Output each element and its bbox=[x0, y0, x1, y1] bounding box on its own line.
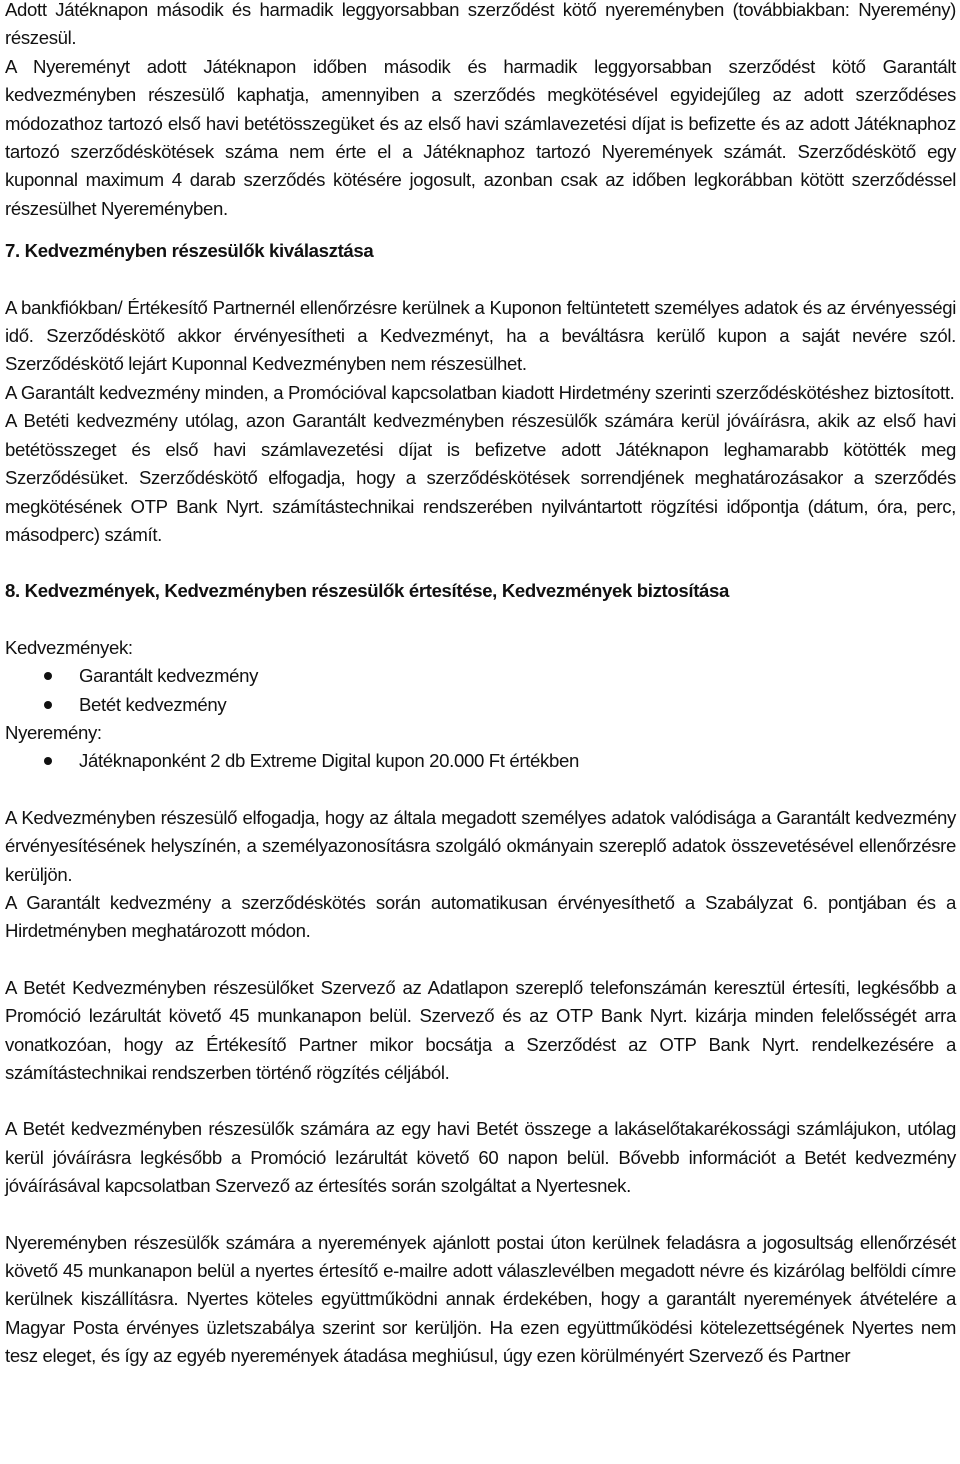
spacer bbox=[5, 776, 956, 804]
section-8-heading: 8. Kedvezmények, Kedvezményben részesülők értesítése, Kedvezmények biztosítása bbox=[5, 580, 730, 602]
intro-paragraph: Adott Játéknapon második és harmadik leggyorsabban szerződést kötő nyereményben (továbbiakban: Nyeremény) részesül. bbox=[5, 0, 956, 49]
list-item: Betét kedvezmény bbox=[5, 691, 956, 719]
kedvezmenyek-label: Kedvezmények: bbox=[5, 636, 133, 658]
spacer bbox=[5, 223, 956, 237]
section-8-paragraph-3: A Betét Kedvezményben részesülőket Szervező az Adatlapon szereplő telefonszámán keresztül értesíti, legkésőbb a Promóció lezárultát követő 45 munkanapon belül. Szervező és az OTP Bank Nyrt. kizárja minden felelősségét arra vonatkozóan, hogy az Értékesítő Partner mikor bocsátja a Szerződést az OTP Bank Nyrt. rendelkezésére a számítástechnikai rendszerben történő rögzítés céljából. bbox=[5, 976, 956, 1083]
intro-paragraph-2: A Nyereményt adott Játéknapon időben második és harmadik leggyorsabban szerződést kötő Garantált kedvezményben részesülő kaphatja, amennyiben a szerződés megkötésével egyidejűleg az adott szerződéses módozathoz tartozó első havi betétösszegüket és az első havi számlavezetési díjat is befizette és az adott Játéknaphoz tartozó szerződéskötések száma nem érte el a Játéknaphoz tartozó Nyeremények számát. Szerződéskötő egy kuponnal maximum 4 darab szerződés kötésére jogosult, azonban csak az időben legkorábban kötött szerződéssel részesülhet Nyereményben. bbox=[5, 55, 956, 219]
section-7-paragraph-3: A Betéti kedvezmény utólag, azon Garantált kedvezményben részesülők számára kerül jóváírásra, akik az első havi betétösszeget és első havi számlavezetési díjat is befizetve adott Játéknapon leghamarabb kötötték meg Szerződésüket. Szerződéskötő elfogadja, hogy a szerződéskötések sorrendjének meghatározásakor a szerződés megkötésének OTP Bank Nyrt. számítástechnikai rendszerében nyilvántartott rögzítési időpontja (dátum, óra, perc, másodperc) számít. bbox=[5, 410, 956, 545]
spacer bbox=[5, 549, 956, 577]
nyeremeny-label: Nyeremény: bbox=[5, 721, 102, 743]
section-7-heading: 7. Kedvezményben részesülők kiválasztása bbox=[5, 240, 374, 262]
list-item: Garantált kedvezmény bbox=[5, 662, 956, 690]
kedvezmenyek-list bbox=[5, 662, 956, 719]
section-7-paragraph-1: A bankfiókban/ Értékesítő Partnernél ellenőrzésre kerülnek a Kuponon feltüntetett személyes adatok és az érvényességi idő. Szerződéskötő akkor érvényesítheti a Kedvezményt, ha a beváltásra kerülő kupon a saját nevére szól. Szerződéskötő lejárt Kuponnal Kedvezményben nem részesülhet. bbox=[5, 296, 956, 375]
spacer bbox=[5, 266, 956, 294]
nyeremeny-list bbox=[5, 747, 956, 775]
section-7-paragraph-2: A Garantált kedvezmény minden, a Promócióval kapcsolatban kiadott Hirdetmény szerinti szerződéskötéshez biztosított. bbox=[5, 381, 955, 403]
spacer bbox=[5, 1201, 956, 1229]
section-8-paragraph-1: A Kedvezményben részesülő elfogadja, hogy az általa megadott személyes adatok valódisága a Garantált kedvezmény érvényesítésének helyszínén, a személyazonosításra szolgáló okmányain szereplő adatok összevetésével ellenőrzésre kerüljön. bbox=[5, 806, 956, 885]
section-8-paragraph-4: A Betét kedvezményben részesülők számára az egy havi Betét összege a lakáselőtakarékossági számlájukon, utólag kerül jóváírásra legkésőbb a Promóció lezárultát követő 60 napon belül. Bővebb információt a Betét kedvezmény jóváírásával kapcsolatban Szervező az értesítés során szolgáltat a Nyertesnek. bbox=[5, 1118, 956, 1197]
section-8-paragraph-2: A Garantált kedvezmény a szerződéskötés során automatikusan érvényesíthető a Szabályzat 6. pontjában és a Hirdetményben meghatározott módon. bbox=[5, 891, 956, 942]
section-8-paragraph-5: Nyereményben részesülők számára a nyeremények ajánlott postai úton kerülnek feladásra a jogosultság ellenőrzését követő 45 munkanapon belül a nyertes értesítő e-mailre adott válaszlevélben megadott névre és kizárólag belföldi címre kerülnek kiszállításra. Nyertes köteles együttműködni annak érdekében, hogy a garantált nyeremények átvételére a Magyar Posta érvényes üzletszabálya szerint sor kerüljön. Ha ezen együttműködési kötelezettségének Nyertes nem tesz eleget, és így az egyéb nyeremények átadása meghiúsul, úgy ezen körülményért Szervező és Partner bbox=[5, 1231, 956, 1367]
list-item: Játéknaponként 2 db Extreme Digital kupon 20.000 Ft értékben bbox=[5, 747, 956, 775]
spacer bbox=[5, 1087, 956, 1115]
spacer bbox=[5, 606, 956, 634]
spacer bbox=[5, 946, 956, 974]
